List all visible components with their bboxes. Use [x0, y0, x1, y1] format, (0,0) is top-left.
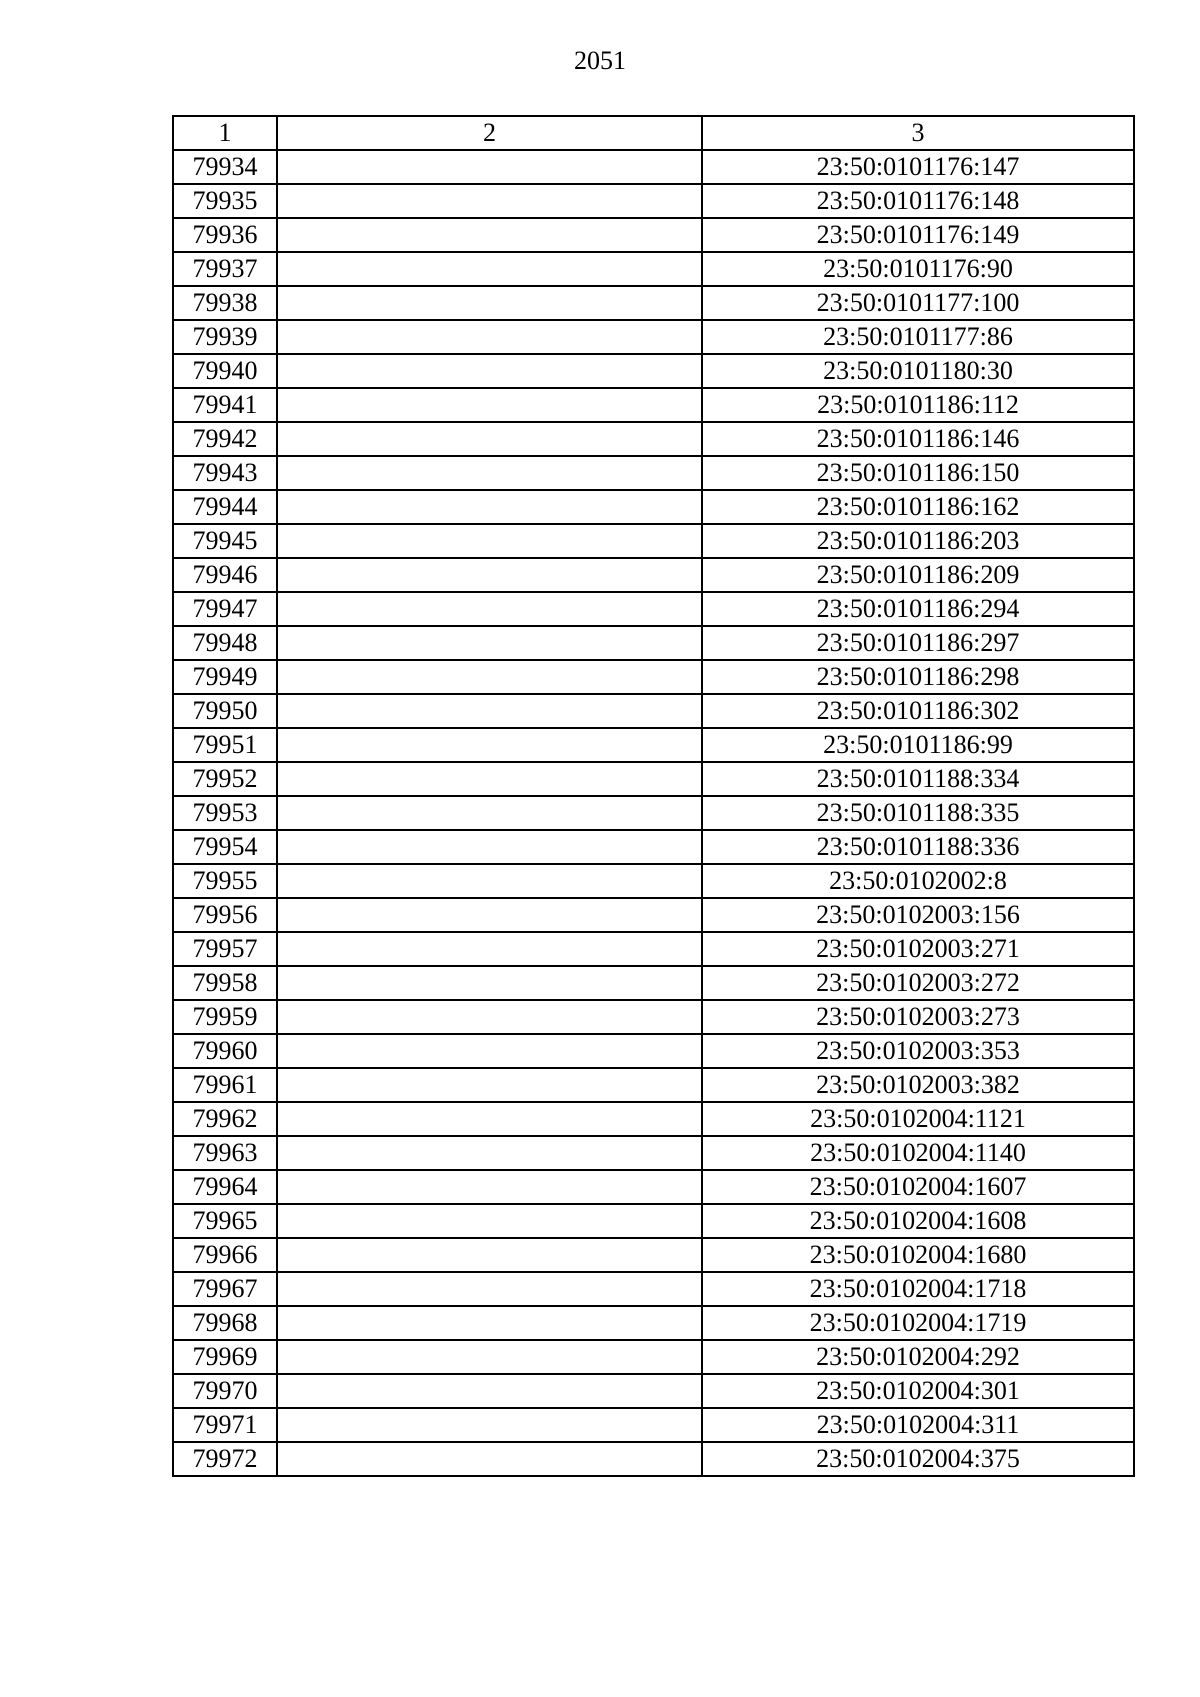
row-number-cell: 79947	[173, 592, 277, 626]
cadastral-number-cell: 23:50:0101186:99	[702, 728, 1134, 762]
description-cell	[277, 694, 702, 728]
description-cell	[277, 932, 702, 966]
cadastral-number-cell: 23:50:0101188:336	[702, 830, 1134, 864]
description-cell	[277, 490, 702, 524]
cadastral-number-cell: 23:50:0101186:146	[702, 422, 1134, 456]
row-number-cell: 79945	[173, 524, 277, 558]
description-cell	[277, 1340, 702, 1374]
table-row	[173, 320, 1134, 354]
page-number: 2051	[574, 46, 626, 75]
cadastral-number-cell: 23:50:0102004:1718	[702, 1272, 1134, 1306]
row-number-cell: 79960	[173, 1034, 277, 1068]
table-row	[173, 1306, 1134, 1340]
description-cell	[277, 150, 702, 184]
row-number-cell: 79952	[173, 762, 277, 796]
description-cell	[277, 320, 702, 354]
description-cell	[277, 388, 702, 422]
row-number-cell: 79970	[173, 1374, 277, 1408]
row-number-cell: 79965	[173, 1204, 277, 1238]
description-cell	[277, 728, 702, 762]
row-number-cell: 79934	[173, 150, 277, 184]
row-number-cell: 79942	[173, 422, 277, 456]
table-row	[173, 1442, 1134, 1476]
table-row	[173, 932, 1134, 966]
description-cell	[277, 558, 702, 592]
table-row	[173, 660, 1134, 694]
row-number-cell: 79956	[173, 898, 277, 932]
description-cell	[277, 1204, 702, 1238]
table-row	[173, 184, 1134, 218]
description-cell	[277, 354, 702, 388]
cadastral-number-cell: 23:50:0101186:297	[702, 626, 1134, 660]
table-row	[173, 218, 1134, 252]
table-row	[173, 1068, 1134, 1102]
row-number-cell: 79938	[173, 286, 277, 320]
cadastral-number-cell: 23:50:0102004:375	[702, 1442, 1134, 1476]
description-cell	[277, 1034, 702, 1068]
table-row	[173, 1000, 1134, 1034]
cadastral-number-cell: 23:50:0101186:302	[702, 694, 1134, 728]
registry-table	[172, 115, 1135, 1477]
description-cell	[277, 592, 702, 626]
cadastral-number-cell: 23:50:0101176:148	[702, 184, 1134, 218]
table-row	[173, 388, 1134, 422]
row-number-cell: 79943	[173, 456, 277, 490]
row-number-cell: 79966	[173, 1238, 277, 1272]
row-number-cell: 79948	[173, 626, 277, 660]
row-number-cell: 79953	[173, 796, 277, 830]
description-cell	[277, 898, 702, 932]
description-cell	[277, 660, 702, 694]
description-cell	[277, 1374, 702, 1408]
row-number-cell: 79937	[173, 252, 277, 286]
description-cell	[277, 830, 702, 864]
cadastral-number-cell: 23:50:0102003:272	[702, 966, 1134, 1000]
table-row	[173, 864, 1134, 898]
header-cell-column-1: 1	[173, 116, 277, 150]
description-cell	[277, 184, 702, 218]
row-number-cell: 79963	[173, 1136, 277, 1170]
row-number-cell: 79940	[173, 354, 277, 388]
description-cell	[277, 864, 702, 898]
description-cell	[277, 1170, 702, 1204]
table-row	[173, 1340, 1134, 1374]
cadastral-number-cell: 23:50:0102003:156	[702, 898, 1134, 932]
row-number-cell: 79957	[173, 932, 277, 966]
description-cell	[277, 422, 702, 456]
description-cell	[277, 1000, 702, 1034]
table-row	[173, 1034, 1134, 1068]
table-row	[173, 796, 1134, 830]
table-row	[173, 1272, 1134, 1306]
row-number-cell: 79950	[173, 694, 277, 728]
row-number-cell: 79961	[173, 1068, 277, 1102]
table-row	[173, 1408, 1134, 1442]
table-row	[173, 1102, 1134, 1136]
cadastral-number-cell: 23:50:0102004:1608	[702, 1204, 1134, 1238]
description-cell	[277, 524, 702, 558]
cadastral-number-cell: 23:50:0101186:112	[702, 388, 1134, 422]
cadastral-number-cell: 23:50:0102003:382	[702, 1068, 1134, 1102]
table-row	[173, 524, 1134, 558]
description-cell	[277, 218, 702, 252]
description-cell	[277, 286, 702, 320]
description-cell	[277, 626, 702, 660]
cadastral-number-cell: 23:50:0102004:292	[702, 1340, 1134, 1374]
header-cell-column-3: 3	[702, 116, 1134, 150]
row-number-cell: 79962	[173, 1102, 277, 1136]
row-number-cell: 79969	[173, 1340, 277, 1374]
cadastral-number-cell: 23:50:0101186:294	[702, 592, 1134, 626]
cadastral-number-cell: 23:50:0102004:1121	[702, 1102, 1134, 1136]
table-row	[173, 422, 1134, 456]
cadastral-number-cell: 23:50:0102004:1607	[702, 1170, 1134, 1204]
table-row	[173, 1136, 1134, 1170]
row-number-cell: 79935	[173, 184, 277, 218]
row-number-cell: 79958	[173, 966, 277, 1000]
row-number-cell: 79971	[173, 1408, 277, 1442]
cadastral-number-cell: 23:50:0101188:335	[702, 796, 1134, 830]
table-row	[173, 728, 1134, 762]
cadastral-number-cell: 23:50:0101186:209	[702, 558, 1134, 592]
table-row	[173, 898, 1134, 932]
table-row	[173, 626, 1134, 660]
cadastral-number-cell: 23:50:0101180:30	[702, 354, 1134, 388]
cadastral-number-cell: 23:50:0101177:86	[702, 320, 1134, 354]
cadastral-number-cell: 23:50:0101186:203	[702, 524, 1134, 558]
table-row	[173, 830, 1134, 864]
cadastral-number-cell: 23:50:0101186:162	[702, 490, 1134, 524]
row-number-cell: 79954	[173, 830, 277, 864]
table-row	[173, 694, 1134, 728]
table-body	[173, 116, 1134, 1476]
cadastral-number-cell: 23:50:0101186:150	[702, 456, 1134, 490]
description-cell	[277, 456, 702, 490]
cadastral-number-cell: 23:50:0102004:1680	[702, 1238, 1134, 1272]
description-cell	[277, 1238, 702, 1272]
cadastral-number-cell: 23:50:0102004:301	[702, 1374, 1134, 1408]
row-number-cell: 79946	[173, 558, 277, 592]
description-cell	[277, 1408, 702, 1442]
description-cell	[277, 796, 702, 830]
row-number-cell: 79964	[173, 1170, 277, 1204]
description-cell	[277, 1442, 702, 1476]
table-row	[173, 150, 1134, 184]
table-row	[173, 762, 1134, 796]
description-cell	[277, 1272, 702, 1306]
cadastral-number-cell: 23:50:0102003:271	[702, 932, 1134, 966]
header-cell-column-2: 2	[277, 116, 702, 150]
row-number-cell: 79955	[173, 864, 277, 898]
row-number-cell: 79944	[173, 490, 277, 524]
table-row	[173, 1374, 1134, 1408]
cadastral-number-cell: 23:50:0101176:90	[702, 252, 1134, 286]
row-number-cell: 79959	[173, 1000, 277, 1034]
table-header-row	[173, 116, 1134, 150]
row-number-cell: 79968	[173, 1306, 277, 1340]
row-number-cell: 79941	[173, 388, 277, 422]
table-row	[173, 490, 1134, 524]
row-number-cell: 79939	[173, 320, 277, 354]
table-row	[173, 592, 1134, 626]
table-row	[173, 456, 1134, 490]
table-row	[173, 1238, 1134, 1272]
table-row	[173, 1204, 1134, 1238]
row-number-cell: 79936	[173, 218, 277, 252]
cadastral-number-cell: 23:50:0102003:353	[702, 1034, 1134, 1068]
row-number-cell: 79972	[173, 1442, 277, 1476]
description-cell	[277, 1136, 702, 1170]
description-cell	[277, 252, 702, 286]
row-number-cell: 79967	[173, 1272, 277, 1306]
table-row	[173, 354, 1134, 388]
cadastral-number-cell: 23:50:0102004:1140	[702, 1136, 1134, 1170]
description-cell	[277, 1068, 702, 1102]
description-cell	[277, 1306, 702, 1340]
description-cell	[277, 966, 702, 1000]
description-cell	[277, 762, 702, 796]
table-row	[173, 252, 1134, 286]
cadastral-number-cell: 23:50:0102004:1719	[702, 1306, 1134, 1340]
row-number-cell: 79951	[173, 728, 277, 762]
cadastral-number-cell: 23:50:0101188:334	[702, 762, 1134, 796]
cadastral-number-cell: 23:50:0102004:311	[702, 1408, 1134, 1442]
table-row	[173, 286, 1134, 320]
row-number-cell: 79949	[173, 660, 277, 694]
cadastral-number-cell: 23:50:0101176:147	[702, 150, 1134, 184]
cadastral-number-cell: 23:50:0101177:100	[702, 286, 1134, 320]
table-row	[173, 966, 1134, 1000]
cadastral-number-cell: 23:50:0101186:298	[702, 660, 1134, 694]
cadastral-number-cell: 23:50:0102003:273	[702, 1000, 1134, 1034]
cadastral-number-cell: 23:50:0102002:8	[702, 864, 1134, 898]
cadastral-number-cell: 23:50:0101176:149	[702, 218, 1134, 252]
table-row	[173, 1170, 1134, 1204]
table-row	[173, 558, 1134, 592]
description-cell	[277, 1102, 702, 1136]
